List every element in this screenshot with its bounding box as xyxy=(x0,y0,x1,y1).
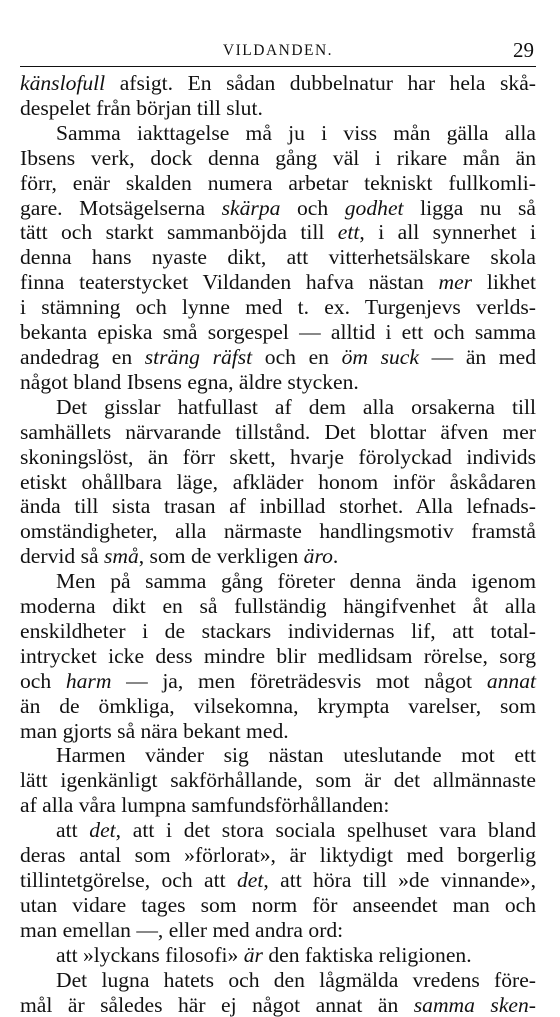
text-segment: den faktiska religionen. xyxy=(262,942,472,967)
header-rule xyxy=(20,66,536,67)
text-line xyxy=(20,470,536,495)
text-line xyxy=(20,420,536,445)
text-line xyxy=(20,320,536,345)
text-segment: andedrag en xyxy=(20,344,145,369)
text-line xyxy=(20,918,536,943)
text-segment: Harmen vänder sig nästan uteslutande mot ett xyxy=(56,743,536,768)
italic-text: det xyxy=(89,818,116,843)
text-segment: deras antal som »förlorat», är liktydigt med borgerlig xyxy=(20,843,536,868)
italic-text: är xyxy=(243,942,263,967)
text-segment: , i all synnerhet i xyxy=(359,220,536,245)
text-line xyxy=(20,569,536,594)
text-segment: etiskt ohållbara läge, afkläder honom inför åskådaren xyxy=(20,469,536,494)
text-segment: och xyxy=(20,668,66,693)
text-segment: tillintetgörelse, och att xyxy=(20,868,237,892)
text-segment: tätt och starkt sammanböjda till xyxy=(20,220,338,245)
italic-text: harm xyxy=(65,668,112,693)
text-segment: Ibsens verk, dock denna gång väl i rikare mån än xyxy=(20,145,536,170)
text-line xyxy=(20,843,536,868)
text-segment: mål är således här ej något annat än xyxy=(20,992,414,1017)
text-segment: Samma iakttagelse må ju i viss mån gälla alla xyxy=(56,120,536,145)
text-segment: än de ömkliga, vilsekomna, krympta varelser, som xyxy=(20,693,536,718)
text-segment: . xyxy=(332,544,339,569)
text-line xyxy=(20,669,536,694)
text-line xyxy=(20,694,536,719)
text-segment: finna teaterstycket Vildanden hafva nästan xyxy=(20,270,439,295)
text-segment: , att i det stora sociala spelhuset vara bland xyxy=(115,818,536,843)
text-segment: , att höra till »de vinnande», xyxy=(263,868,537,892)
italic-text: skärpa xyxy=(221,195,281,220)
text-line xyxy=(20,220,536,245)
italic-text: små xyxy=(103,544,139,569)
text-line xyxy=(20,270,536,295)
text-segment: likhet xyxy=(472,270,536,295)
running-title: VILDANDEN. xyxy=(222,42,334,59)
text-segment: att »lyckans filosofi» xyxy=(56,942,244,967)
italic-text: mer xyxy=(438,270,473,295)
text-line xyxy=(20,793,536,818)
text-line xyxy=(20,445,536,470)
text-segment: intrycket icke dess mindre blir medlidsam rörelse, sorg xyxy=(20,643,536,668)
text-segment: och en xyxy=(252,344,342,369)
text-segment: samhällets närvarande tillstånd. Det blottar äfven mer xyxy=(20,419,536,444)
text-line xyxy=(20,146,536,171)
text-segment: enskildheter i de stackars individernas lif, att total- xyxy=(20,618,536,643)
text-line xyxy=(20,345,536,370)
text-line xyxy=(20,594,536,619)
text-segment: Det gisslar hatfullast af dem alla orsakerna till xyxy=(56,394,536,419)
text-segment: dervid så xyxy=(20,544,104,569)
text-segment: att xyxy=(56,818,90,843)
text-line xyxy=(20,719,536,744)
text-segment: gare. Motsägelserna xyxy=(20,195,222,220)
text-segment: man gjorts så nära bekant med. xyxy=(20,718,289,743)
text-segment: moderna dikt en så fullständig hängifvenhet åt alla xyxy=(20,594,536,619)
text-line xyxy=(20,993,536,1017)
italic-text: det xyxy=(236,868,264,892)
italic-text: äro xyxy=(303,544,333,569)
text-segment: ligga nu så xyxy=(403,195,536,220)
text-line xyxy=(20,743,536,768)
text-line xyxy=(20,395,536,420)
text-line xyxy=(20,644,536,669)
text-line xyxy=(20,519,536,544)
text-segment: , som de verkligen xyxy=(138,544,304,569)
text-line xyxy=(20,768,536,793)
text-line xyxy=(20,494,536,519)
text-line xyxy=(20,196,536,221)
text-line xyxy=(20,893,536,918)
text-segment: ända till sista trasan af inbillad storhet. Alla lefnads- xyxy=(20,494,536,519)
text-segment: och xyxy=(280,195,345,220)
text-segment: skoningslöst, än förr skett, hvarje förolyckad individs xyxy=(20,444,536,469)
italic-text: öm suck xyxy=(341,344,419,369)
text-line xyxy=(20,71,536,96)
text-line xyxy=(20,245,536,270)
text-segment: förr, enär skalden numera arbetar tekniskt fullkomli- xyxy=(20,170,536,195)
text-segment: Men på samma gång företer denna ända igenom xyxy=(56,569,536,594)
text-segment: bekanta episka små sorgespel — alltid i ett och samma xyxy=(20,320,536,345)
italic-text: sträng räfst xyxy=(144,344,253,369)
text-line xyxy=(20,370,536,395)
text-line xyxy=(20,295,536,320)
text-line xyxy=(20,619,536,644)
text-segment: i stämning och lynne med t. ex. Turgenjevs verlds- xyxy=(20,295,536,320)
text-line xyxy=(20,121,536,146)
italic-text: annat xyxy=(486,668,536,693)
text-line xyxy=(20,544,536,569)
text-line xyxy=(20,868,536,893)
text-segment: — ja, men företrädesvis mot något xyxy=(111,668,487,693)
text-line xyxy=(20,818,536,843)
text-segment: Det lugna hatets och den lågmälda vredens före- xyxy=(56,967,536,992)
text-segment: man emellan —, eller med andra ord: xyxy=(20,917,344,942)
page-header xyxy=(20,38,536,66)
italic-text: känslofull xyxy=(20,71,106,95)
text-segment: — än med xyxy=(418,344,536,369)
text-segment: despelet från början till slut. xyxy=(20,95,263,120)
text-segment: omständigheter, alla närmaste handlingsmotiv framstå xyxy=(20,519,536,544)
text-segment: afsigt. En sådan dubbelnatur har hela skå- xyxy=(105,71,536,95)
text-segment: af alla våra lumpna samfundsförhållanden: xyxy=(20,793,390,818)
text-segment: lätt igenkänligt sakförhållande, som är det allmännaste xyxy=(20,768,536,793)
text-line xyxy=(20,968,536,993)
text-segment: något bland Ibsens egna, äldre stycken. xyxy=(20,369,359,394)
body-text xyxy=(20,71,536,1017)
text-segment: utan vidare tages som norm för anseendet man och xyxy=(20,892,536,917)
text-segment: denna hans nyaste dikt, att vitterhetsälskare skola xyxy=(20,245,536,270)
text-line xyxy=(20,943,536,968)
italic-text: ett xyxy=(337,220,360,245)
page-number: 29 xyxy=(513,38,534,62)
italic-text: samma sken- xyxy=(413,992,536,1017)
text-line xyxy=(20,171,536,196)
italic-text: godhet xyxy=(344,195,404,220)
text-line xyxy=(20,96,536,121)
